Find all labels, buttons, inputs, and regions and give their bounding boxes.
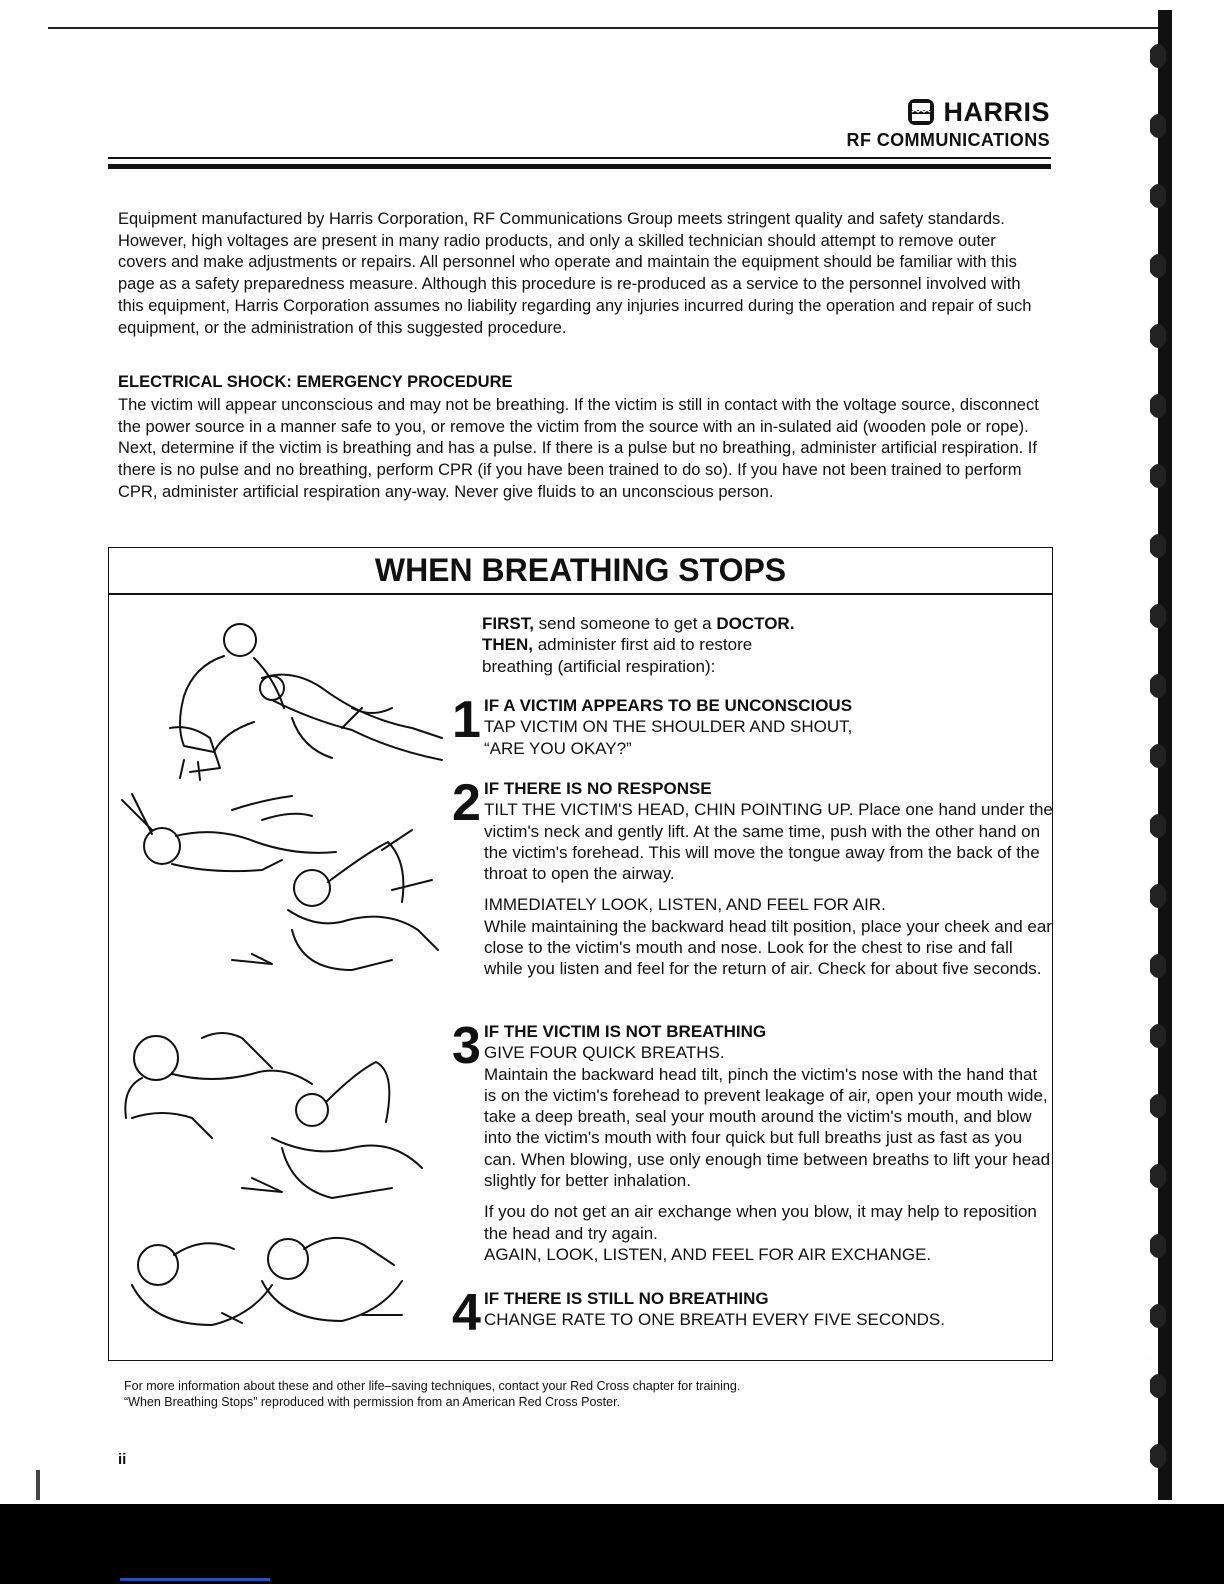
step-number: 4 bbox=[452, 1284, 481, 1342]
step-heading: IF THERE IS STILL NO BREATHING bbox=[484, 1289, 769, 1308]
step-text: CHANGE RATE TO ONE BREATH EVERY FIVE SECONDS. bbox=[484, 1310, 945, 1330]
first-then-block bbox=[482, 613, 1054, 677]
illustration-head-tilt-look bbox=[112, 790, 452, 990]
first-doctor: DOCTOR. bbox=[716, 614, 795, 633]
step-text: GIVE FOUR QUICK BREATHS. bbox=[484, 1043, 725, 1063]
scan-bottom-accent bbox=[120, 1578, 270, 1581]
illustration-shoulder-tap bbox=[112, 618, 452, 783]
brand-name: HARRIS bbox=[943, 96, 1050, 127]
step-number: 2 bbox=[452, 774, 481, 832]
step-text: TAP VICTIM ON THE SHOULDER AND SHOUT, bbox=[484, 717, 853, 737]
step-text: While maintaining the backward head tilt position, place your cheek and ear close to the victim's mouth and nose. Look for the chest to rise and fall while you listen and feel for the return of air. Check for about five seconds. bbox=[484, 916, 1052, 979]
first-line bbox=[482, 613, 1054, 634]
step-4 bbox=[452, 1284, 1054, 1342]
box-title-rule bbox=[108, 593, 1053, 595]
box-title: WHEN BREATHING STOPS bbox=[374, 552, 787, 588]
then-lead: THEN, bbox=[482, 635, 533, 655]
then-rest: administer first aid to restore bbox=[533, 635, 753, 655]
illustration-breath-rate bbox=[112, 1225, 452, 1345]
division-name: RF COMMUNICATIONS bbox=[846, 130, 1050, 150]
step-text: TILT THE VICTIM'S HEAD, CHIN POINTING UP. Place one hand under the victim's neck and gently lift. At the same time, push with the other hand on the victim's forehead. This will move the tongue away from the back of the throat to open the airway. bbox=[484, 800, 1053, 884]
step-number: 1 bbox=[452, 691, 481, 749]
page-number: ii bbox=[118, 1451, 127, 1468]
step-3 bbox=[452, 1017, 1054, 1265]
harris-logo-icon bbox=[907, 98, 935, 126]
scan-bottom-band bbox=[0, 1504, 1224, 1584]
footnote-line: “When Breathing Stops” reproduced with permission from an American Red Cross Poster. bbox=[124, 1395, 621, 1409]
then-line bbox=[482, 634, 1054, 655]
harris-logo bbox=[850, 94, 1050, 130]
step-heading: IF THE VICTIM IS NOT BREATHING bbox=[484, 1022, 767, 1041]
step-1 bbox=[452, 691, 1054, 759]
shock-paragraph: The victim will appear unconscious and may not be breathing. If the victim is still in contact with the voltage source, disconnect the power source in a manner safe to you, or remove the victim from the source with an in-sulated aid (wooden pole or rope). Next, determine if the victim is breathing and has a pulse. If there is a pulse but no breathing, administer artificial respiration. If there is no pulse and no breathing, perform CPR (if you have been trained to do so). If you have not been trained to perform CPR, administer artificial respiration any-way. Never give fluids to an unconscious person. bbox=[118, 396, 1039, 501]
step-text: If you do not get an air exchange when you blow, it may help to reposition the head and try again. bbox=[484, 1202, 1037, 1243]
illustration-four-breaths bbox=[112, 1018, 452, 1218]
step-number: 3 bbox=[452, 1017, 481, 1075]
shock-heading: ELECTRICAL SHOCK: EMERGENCY PROCEDURE bbox=[118, 373, 513, 391]
then-line-2: breathing (artificial respiration): bbox=[482, 656, 716, 676]
step-text: AGAIN, LOOK, LISTEN, AND FEEL FOR AIR EXCHANGE. bbox=[484, 1244, 932, 1264]
footnote bbox=[124, 1378, 740, 1410]
step-heading: IF A VICTIM APPEARS TO BE UNCONSCIOUS bbox=[484, 696, 853, 715]
step-text: Maintain the backward head tilt, pinch the victim's nose with the hand that is on the victim's forehead to prevent leakage of air, open your mouth wide, take a deep breath, seal your mouth around the victim's mouth, and blow into the victim's mouth with four quick but full breaths just as fast as you can. When blowing, use only enough time between breaths to lift your head slightly for better inhalation. bbox=[484, 1064, 1051, 1191]
first-lead: FIRST, bbox=[482, 614, 534, 633]
step-heading: IF THERE IS NO RESPONSE bbox=[484, 779, 712, 798]
spiral-binding-edge bbox=[1150, 10, 1224, 1500]
header-rule-thick bbox=[108, 164, 1051, 169]
step-2 bbox=[452, 774, 1054, 980]
intro-paragraph: Equipment manufactured by Harris Corporation, RF Communications Group meets stringent quality and safety standards. However, high voltages are present in many radio products, and only a skilled technician should attempt to remove outer covers and make adjustments or repairs. All personnel who operate and maintain the equipment should be familiar with this page as a safety preparedness measure. Although this procedure is re-produced as a service to the personnel involved with this equipment, Harris Corporation assumes no liability regarding any injuries incurred during the operation and repair of such equipment, or the administration of this suggested procedure. bbox=[118, 210, 1032, 337]
header-rule-thin bbox=[108, 157, 1051, 159]
first-rest: send someone to get a bbox=[533, 614, 717, 633]
scan-mark bbox=[36, 1470, 40, 1500]
top-rule bbox=[48, 27, 1160, 29]
step-text: IMMEDIATELY LOOK, LISTEN, AND FEEL FOR AIR. bbox=[484, 895, 886, 915]
step-text: “ARE YOU OKAY?” bbox=[484, 738, 632, 758]
footnote-line: For more information about these and other life–saving techniques, contact your Red Cross chapter for training. bbox=[124, 1379, 741, 1393]
